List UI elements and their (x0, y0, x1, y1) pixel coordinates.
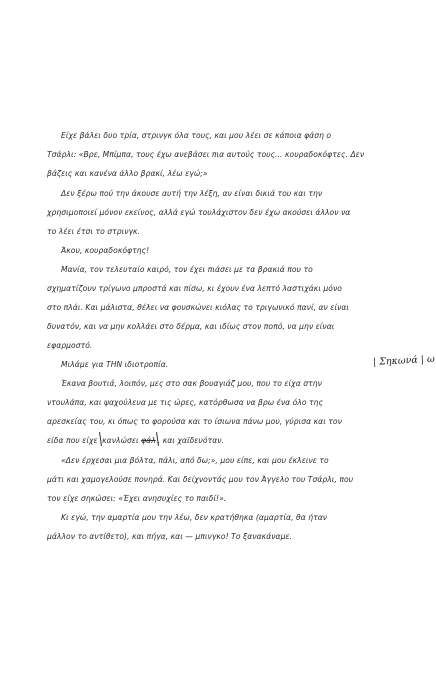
text-line-21: Κι εγώ, την αμαρτία μου την λέω, δεν κρατήθηκα (αμαρτία, θα ήταν (61, 513, 328, 522)
text-line-1: Είχε βάλει δυο τρία, στρινγκ όλα τους, και μου λέει σε κάποια φάση ο (61, 131, 332, 140)
text-line-12: εφαρμοστό. (47, 341, 93, 350)
inserted-word: κανλώσει (102, 436, 139, 445)
text-line-19: μάτι και χαμογελούσε πονηρά. Και δείχνοντάς μου τον Άγγελο του Τσάρλι, που (47, 475, 354, 484)
text-line-16: αρεσκείας του, κι όπως το φορούσα και το ίσιωνα πάνω μου, γύρισα και τον (47, 417, 342, 426)
text-line-20: τον είχε σηκώσει: «Έχει ανησυχίες το παιδί!». (47, 494, 227, 503)
text-line-14: Έκανα βουτιά, λοιπόν, μες στο σακ βουαγιάζ μου, που το είχα στην (61, 379, 322, 388)
text-line-9: σχηματίζουν τρίγωνο μπροστά και πίσω, κι έχουν ένα λεπτό λαστιχάκι μόνο (47, 284, 342, 293)
text-line-8: Μανία, τον τελευταίο καιρό, τον έχει πιάσει με τα βρακιά που το (61, 265, 313, 274)
text-line-17-after: , και χαϊδευόταν. (157, 436, 225, 445)
text-line-5: χρησιμοποιεί μόνον εκείνος, αλλά εγώ τουλάχιστον δεν έχω ακούσει άλλον να (47, 208, 351, 217)
text-line-13: Μιλάμε για ΤΗΝ ιδιοτροπία. (61, 360, 169, 369)
text-line-11: δυνατόν, και να μην κολλάει στο δέρμα, και ιδίως στον ποπό, να μην είναι (47, 322, 335, 331)
struck-word: φάλ (141, 436, 156, 445)
text-line-2: Τσάρλι: «Βρε, Μπίμπα, τους έχω ανεβάσει πια αυτούς τους... κουραδοκόφτες. Δεν (47, 150, 365, 159)
text-line-10: στο πλάι. Και μάλιστα, θέλει να φουσκώνει κιόλας το τριγωνικό πανί, αν είναι (47, 303, 350, 312)
text-line-3: βάζεις και κανένα άλλο βρακί, λέω εγώ;» (47, 169, 208, 178)
text-line-18: «Δεν έρχεσαι μια βόλτα, πάλι, από δω;», μου είπε, και μου έκλεινε το (61, 456, 329, 465)
text-line-17 (47, 436, 224, 445)
text-line-15: ντουλάπα, και ψαχούλευα με τις ώρες, κατόρθωσα να βρω ένα όλο της (47, 398, 324, 407)
text-line-7: Άκου, κουραδοκόφτης! (61, 246, 150, 255)
text-line-22: μάλλον το αντίθετο), και πήγα, και — μπινγκο! Το ξανακάναμε. (47, 532, 293, 541)
text-line-6: το λέει έτσι το στρινγκ. (47, 227, 141, 236)
text-line-17-before: είδα που είχε (47, 436, 101, 445)
text-line-4: Δεν ξέρω πού την άκουσε αυτή την λέξη, αν είναι δικιά του και την (61, 189, 323, 198)
handwritten-margin-note: | Σηκωνά | ω (372, 353, 436, 368)
